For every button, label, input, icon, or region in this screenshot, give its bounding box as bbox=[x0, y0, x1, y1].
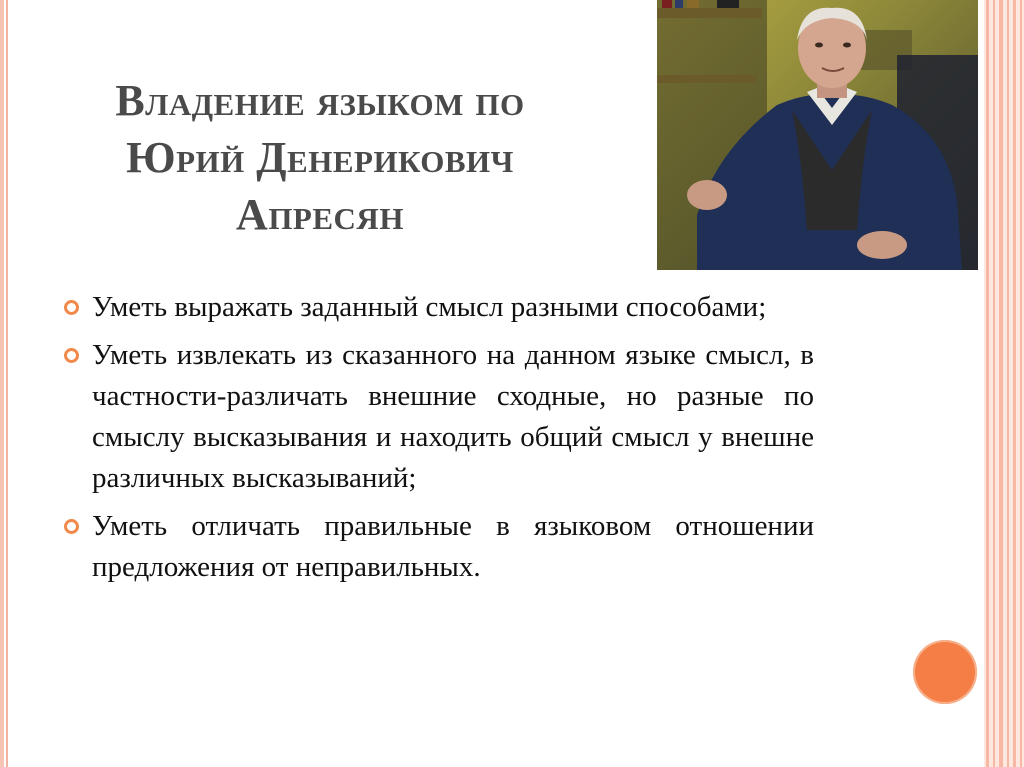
stripe bbox=[1020, 0, 1022, 767]
slide-title bbox=[70, 72, 570, 243]
bullet-circle-icon bbox=[64, 519, 79, 534]
stripe bbox=[999, 0, 1003, 767]
title-line: Апресян bbox=[236, 190, 404, 239]
left-border-stripe bbox=[6, 0, 8, 767]
stripe bbox=[1007, 0, 1009, 767]
bullet-circle-icon bbox=[64, 300, 79, 315]
left-border bbox=[0, 0, 10, 767]
stripe bbox=[986, 0, 989, 767]
bullet-list bbox=[64, 287, 814, 595]
left-border-stripe bbox=[0, 0, 4, 767]
title-line: Владение языком по bbox=[115, 76, 525, 125]
portrait-photo bbox=[657, 0, 978, 270]
bullet-circle-icon bbox=[64, 348, 79, 363]
stripe bbox=[1013, 0, 1016, 767]
bullet-text: Уметь извлекать из сказанного на данном языке смысл, в частности-различать внешние сходные, но разные по смыслу высказывания и находить общий смысл у внешне различных высказываний; bbox=[92, 339, 814, 494]
decorative-orange-circle bbox=[913, 640, 977, 704]
bullet-text: Уметь отличать правильные в языковом отношении предложения от неправильных. bbox=[92, 510, 814, 583]
bullet-text: Уметь выражать заданный смысл разными способами; bbox=[92, 291, 767, 323]
bullet-item bbox=[64, 335, 814, 499]
right-decorative-stripes bbox=[984, 0, 1024, 767]
stripe bbox=[993, 0, 995, 767]
title-line: Юрий Денерикович bbox=[126, 133, 514, 182]
portrait-illustration bbox=[657, 0, 978, 270]
bullet-item bbox=[64, 506, 814, 588]
bullet-item bbox=[64, 287, 814, 328]
